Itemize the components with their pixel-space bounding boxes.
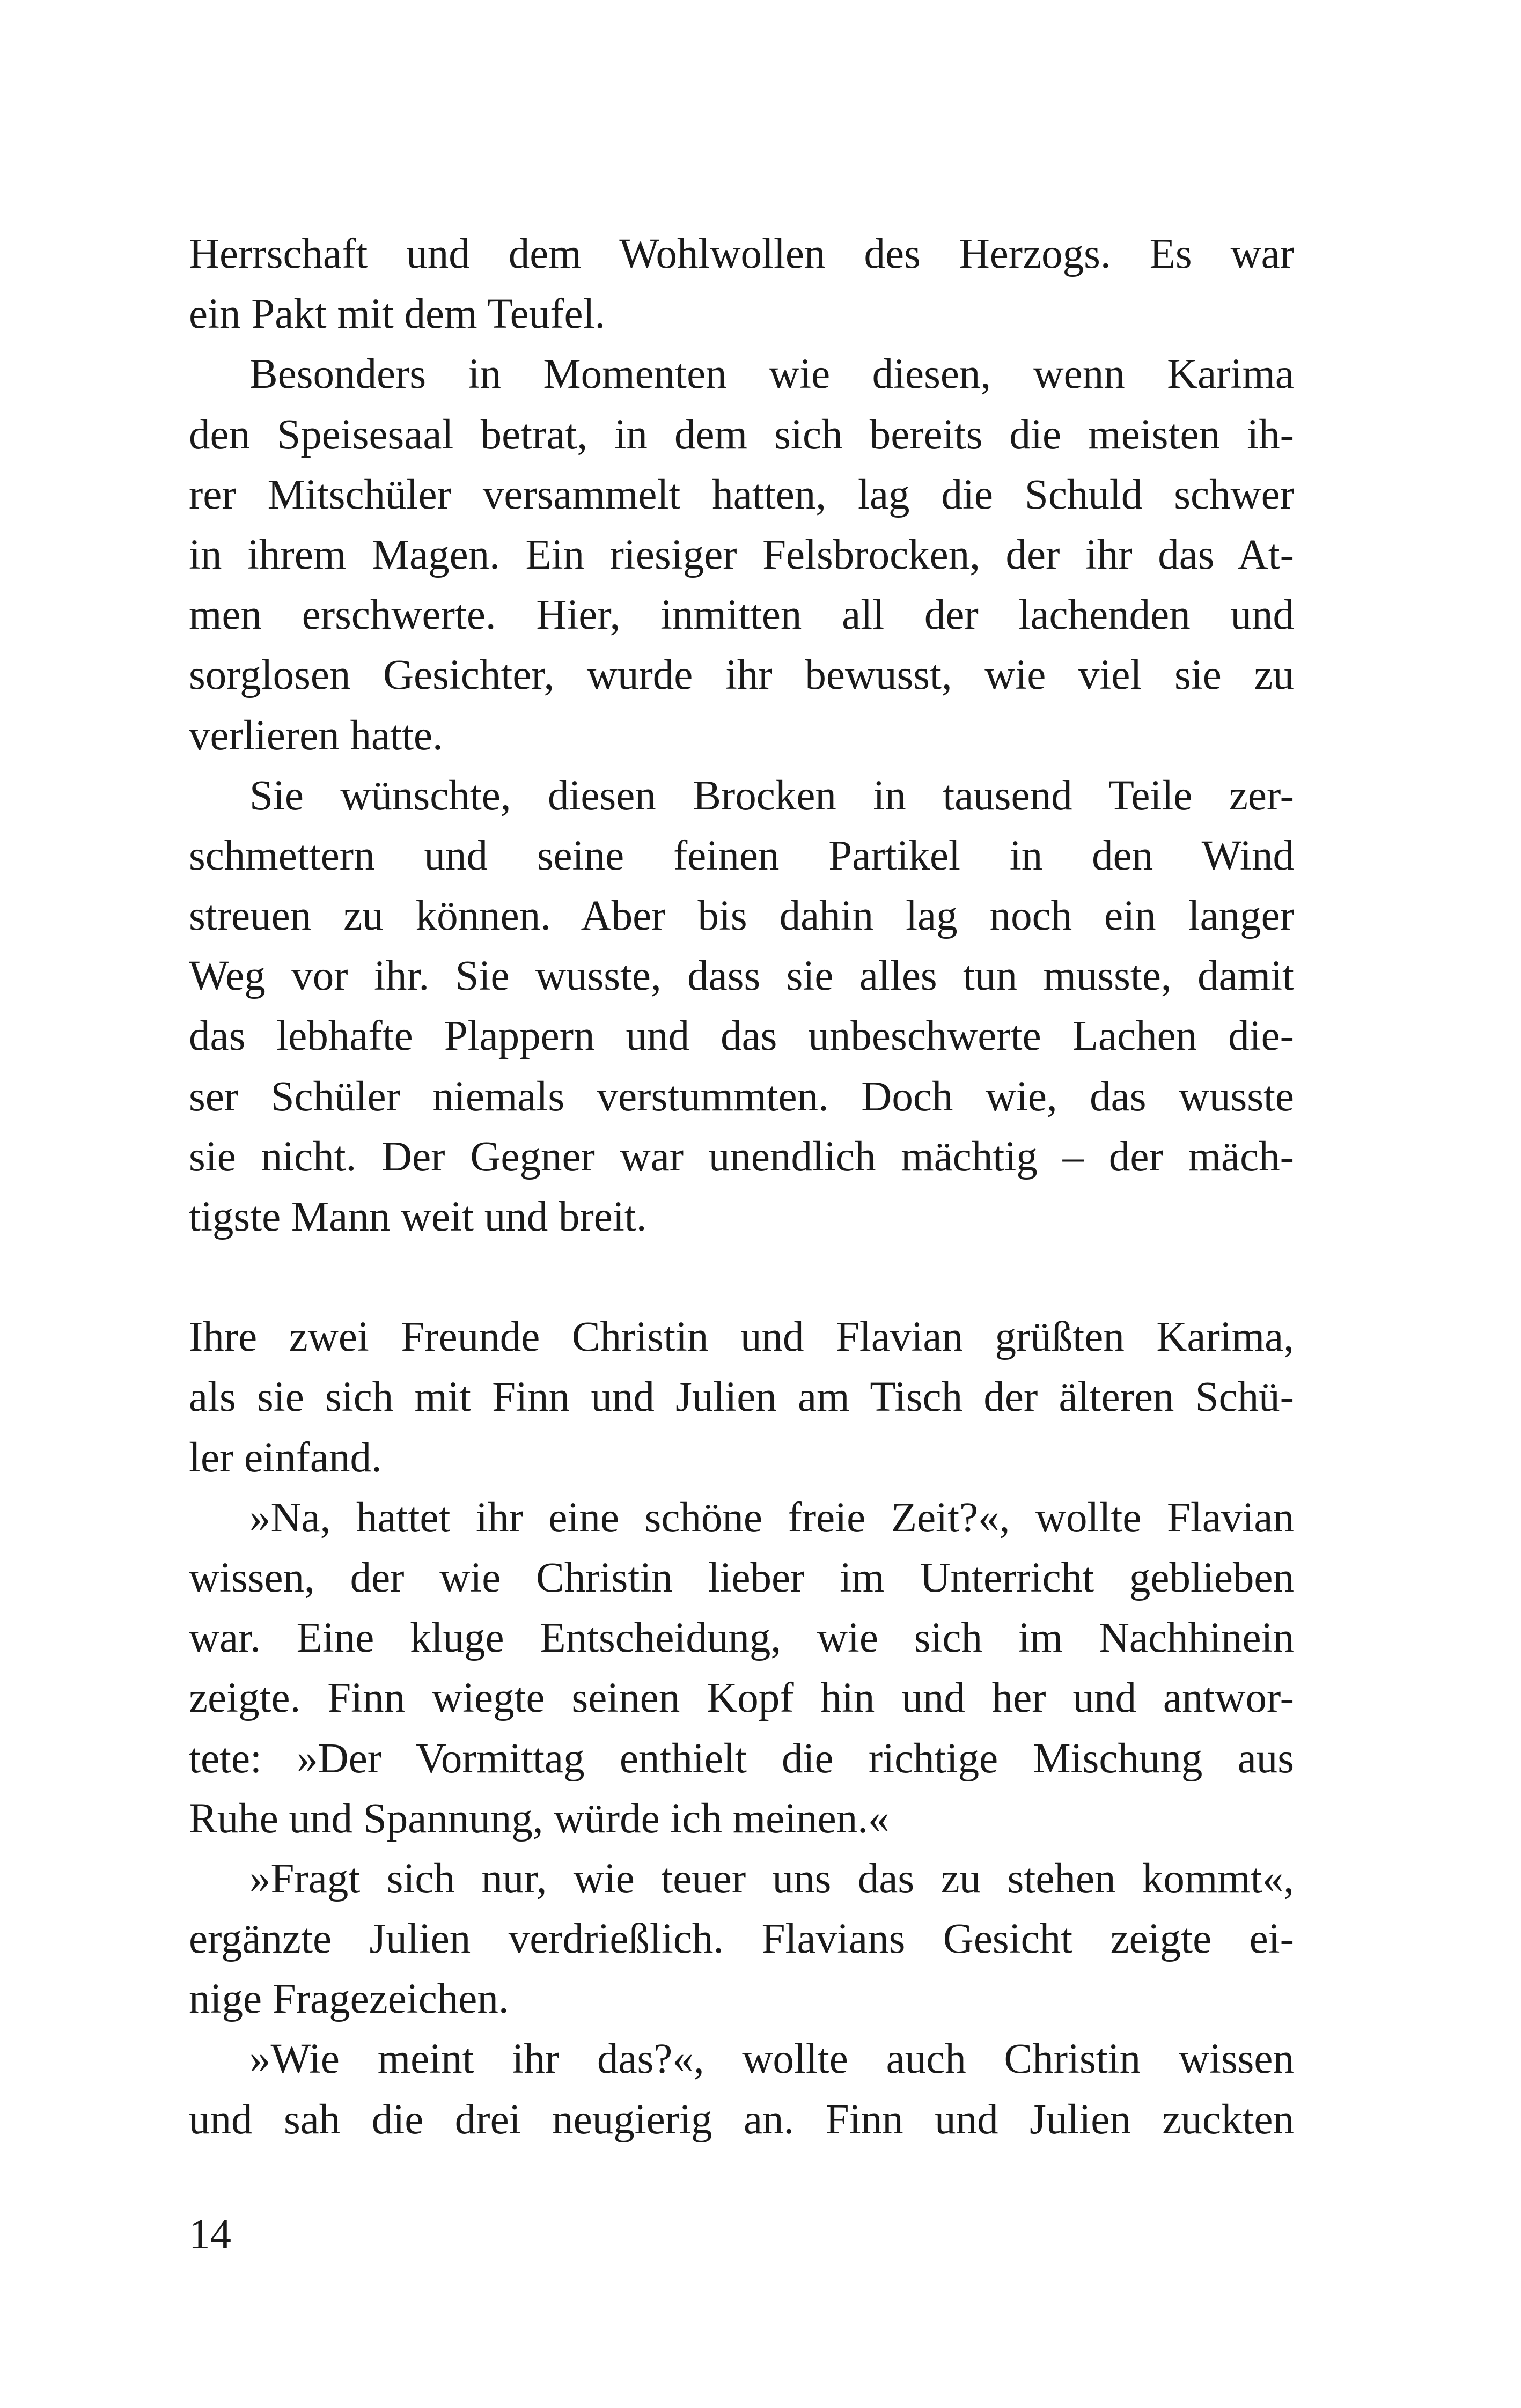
text-line: Ruhe und Spannung, würde ich meinen.« [189, 1795, 890, 1842]
page-number: 14 [189, 2211, 231, 2258]
text-line: Weg vor ihr. Sie wusste, dass sie alles tun musste, damit [189, 953, 1294, 1000]
text-line: Sie wünschte, diesen Brocken in tausend Teile zer- [249, 772, 1294, 819]
text-line: als sie sich mit Finn und Julien am Tisch der älteren Schü- [189, 1374, 1294, 1421]
text-line: ser Schüler niemals verstummten. Doch wie, das wusste [189, 1073, 1294, 1120]
text-line: rer Mitschüler versammelt hatten, lag die Schuld schwer [189, 471, 1294, 518]
text-line: Herrschaft und dem Wohlwollen des Herzogs. Es war [189, 231, 1294, 277]
text-line: ler einfand. [189, 1434, 382, 1481]
text-line: Besonders in Momenten wie diesen, wenn Karima [249, 351, 1294, 398]
text-line: ein Pakt mit dem Teufel. [189, 291, 606, 338]
text-line: »Fragt sich nur, wie teuer uns das zu stehen kommt«, [249, 1855, 1294, 1902]
paragraph [189, 766, 1294, 1248]
text-line: tete: »Der Vormittag enthielt die richtige Mischung aus [189, 1735, 1294, 1782]
text-line: nige Fragezeichen. [189, 1976, 509, 2023]
text-line: sie nicht. Der Gegner war unendlich mächtig – der mäch- [189, 1133, 1294, 1180]
text-line: ergänzte Julien verdrießlich. Flavians Gesicht zeigte ei- [189, 1916, 1294, 1963]
text-line: Ihre zwei Freunde Christin und Flavian grüßten Karima, [189, 1314, 1294, 1361]
text-line: tigste Mann weit und breit. [189, 1194, 647, 1240]
paragraph [189, 1307, 1294, 1488]
text-line: schmettern und seine feinen Partikel in den Wind [189, 832, 1294, 879]
text-line: das lebhafte Plappern und das unbeschwerte Lachen die- [189, 1013, 1294, 1060]
text-line: den Speisesaal betrat, in dem sich bereits die meisten ih- [189, 411, 1294, 458]
paragraph [189, 1488, 1294, 1849]
text-line: »Wie meint ihr das?«, wollte auch Christin wissen [249, 2036, 1294, 2083]
paragraph [189, 224, 1294, 344]
paragraph [189, 2029, 1294, 2149]
text-line: sorglosen Gesichter, wurde ihr bewusst, wie viel sie zu [189, 652, 1294, 699]
text-line: und sah die drei neugierig an. Finn und Julien zuckten [189, 2096, 1294, 2143]
text-line: men erschwerte. Hier, inmitten all der lachenden und [189, 592, 1294, 639]
paragraph [189, 1849, 1294, 2030]
text-line: »Na, hattet ihr eine schöne freie Zeit?«, wollte Flavian [249, 1494, 1294, 1541]
text-line: zeigte. Finn wiegte seinen Kopf hin und her und antwor- [189, 1675, 1294, 1722]
text-line: in ihrem Magen. Ein riesiger Felsbrocken, der ihr das At- [189, 531, 1294, 578]
paragraph [189, 344, 1294, 765]
text-line: verlieren hatte. [189, 712, 443, 759]
body-text [189, 224, 1294, 2150]
text-line: streuen zu können. Aber bis dahin lag noch ein langer [189, 893, 1294, 940]
text-line: war. Eine kluge Entscheidung, wie sich im Nachhinein [189, 1615, 1294, 1662]
text-line: wissen, der wie Christin lieber im Unterricht geblieben [189, 1554, 1294, 1601]
